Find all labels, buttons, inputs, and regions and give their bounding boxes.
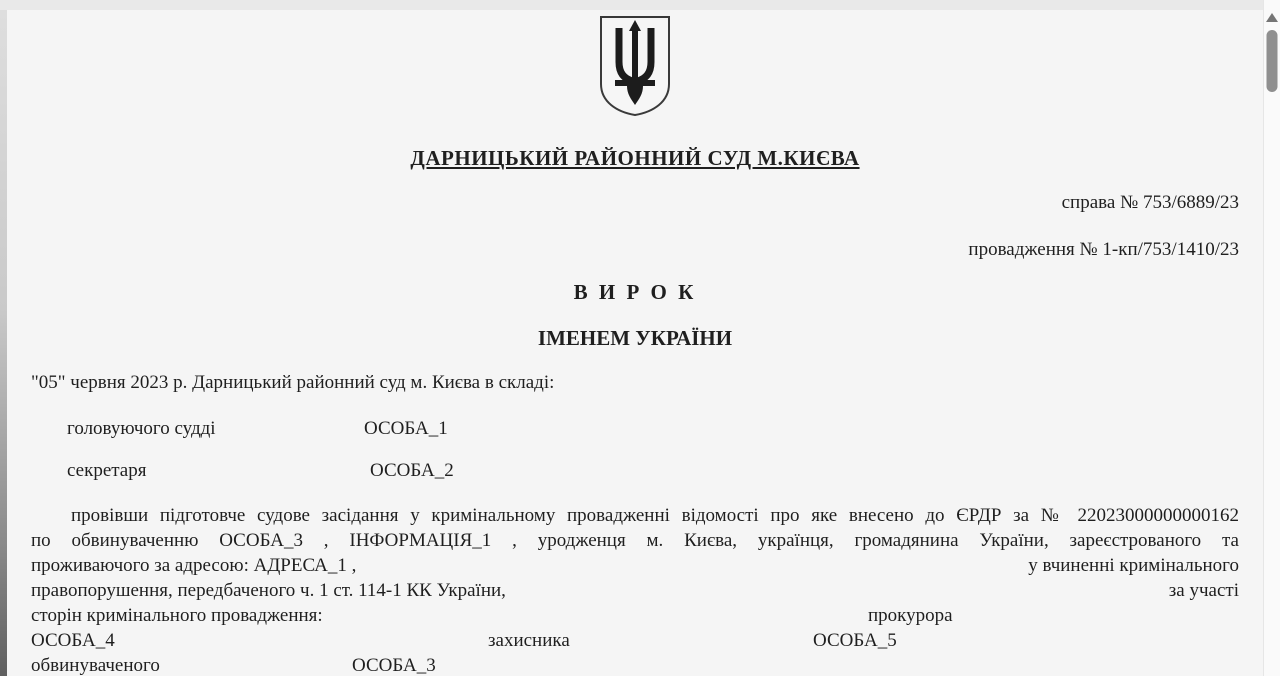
document-page <box>7 10 1263 676</box>
paragraph-line-5 <box>31 603 1239 628</box>
left-edge-strip <box>0 10 7 676</box>
proceeding-number-line: провадження № 1-кп/753/1410/23 <box>968 239 1239 260</box>
paragraph-line-3 <box>31 553 1239 578</box>
paragraph-line-2: по обвинуваченню ОСОБА_3 , ІНФОРМАЦІЯ_1 , уродженця м. Києва, українця, громадянина України, зареєстрованого та <box>31 530 1239 551</box>
emblem-container <box>31 14 1239 118</box>
judge-line <box>31 417 1239 441</box>
case-description-paragraph <box>31 503 1239 676</box>
date-composition-line: "05" червня 2023 р. Дарницький районний суд м. Києва в складі: <box>31 372 555 393</box>
parties-label: сторін кримінального провадження: <box>31 605 323 626</box>
defender-label: захисника <box>488 630 570 651</box>
offense-article: правопорушення, передбаченого ч. 1 ст. 114-1 КК України, <box>31 580 506 601</box>
accused-person-ref: ОСОБА_3 <box>352 655 436 676</box>
secretary-person-ref: ОСОБА_2 <box>370 460 454 481</box>
document-content <box>7 14 1263 676</box>
in-the-name-heading: ІМЕНЕМ УКРАЇНИ <box>537 326 733 350</box>
scroll-up-icon[interactable] <box>1266 13 1278 22</box>
verdict-heading: В И Р О К <box>573 280 697 304</box>
paragraph-line-4 <box>31 578 1239 603</box>
prosecutor-label: прокурора <box>868 605 953 626</box>
secretary-label: секретаря <box>67 460 147 481</box>
secretary-line <box>31 459 1239 483</box>
paragraph-line-6 <box>31 628 1239 653</box>
participation-intro: за участі <box>1168 580 1239 601</box>
court-name-title: ДАРНИЦЬКИЙ РАЙОННИЙ СУД М.КИЄВА <box>410 146 860 170</box>
judge-person-ref: ОСОБА_1 <box>364 418 448 439</box>
scrollbar-thumb[interactable] <box>1267 30 1278 92</box>
vertical-scrollbar[interactable] <box>1263 0 1280 676</box>
judge-label: головуючого судді <box>67 418 216 439</box>
offense-intro: у вчиненні кримінального <box>1028 555 1239 576</box>
address-ref: проживаючого за адресою: АДРЕСА_1 , <box>31 555 357 576</box>
paragraph-line-7 <box>31 653 1239 676</box>
paragraph-line-1: провівши підготовче судове засідання у кримінальному провадженні відомості про яке внесено до ЄРДР за № 22023000000000162 <box>71 505 1239 526</box>
defender-person-ref: ОСОБА_5 <box>813 630 897 651</box>
ukraine-trident-icon <box>597 14 673 118</box>
accused-label: обвинуваченого <box>31 655 160 676</box>
prosecutor-person-ref: ОСОБА_4 <box>31 630 115 651</box>
case-number-line: справа № 753/6889/23 <box>1061 192 1239 213</box>
